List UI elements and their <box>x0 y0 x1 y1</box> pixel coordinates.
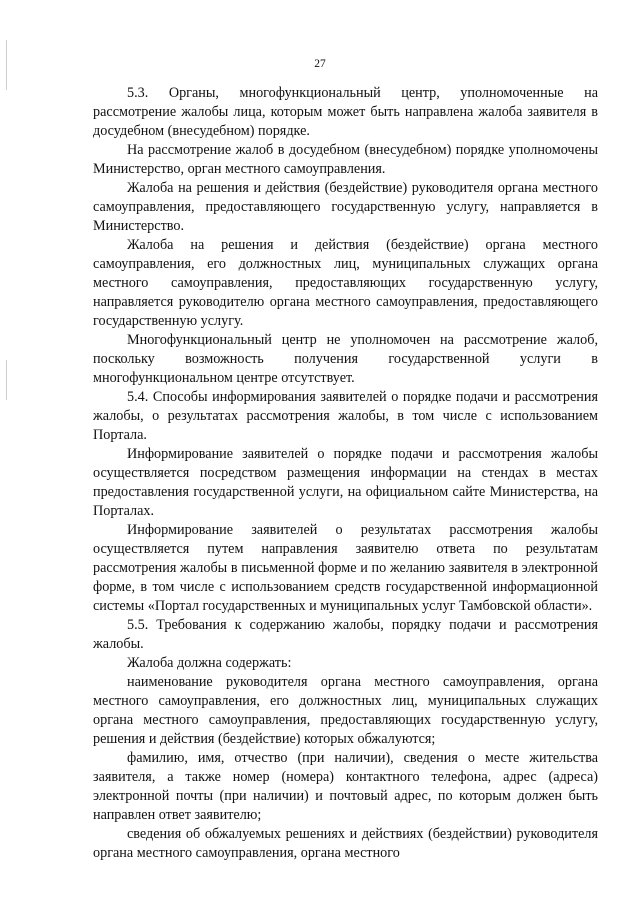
paragraph: Жалоба на решения и действия (бездействие) руководителя органа местного самоуправления, предоставляющего государственную услугу, направляется в Министерство. <box>93 180 598 234</box>
paragraph: Многофункциональный центр не уполномочен на рассмотрение жалоб, поскольку возможность получения государственной услуги в многофункциональном центре отсутствует. <box>93 332 598 386</box>
paragraph: Информирование заявителей о порядке подачи и рассмотрения жалобы осуществляется посредством размещения информации на стендах в местах предоставления государственной услуги, на официальном сайте Министерства, на Порталах. <box>93 446 598 519</box>
paragraph: Жалоба на решения и действия (бездействие) органа местного самоуправления, его должностных лиц, муниципальных служащих органа местного самоуправления, предоставляющих государственную услугу, направляется руководителю органа местного самоуправления, предоставляющего государственную услугу. <box>93 237 598 329</box>
paragraph: 5.5. Требования к содержанию жалобы, порядку подачи и рассмотрения жалобы. <box>93 617 598 652</box>
scan-margin-line <box>6 360 7 400</box>
paragraph: фамилию, имя, отчество (при наличии), сведения о месте жительства заявителя, а также номер (номера) контактного телефона, адрес (адреса) электронной почты (при наличии) и почтовый адрес, по которым должен быть направлен ответ заявителю; <box>93 750 598 823</box>
paragraph: 5.4. Способы информирования заявителей о порядке подачи и рассмотрения жалобы, о результатах рассмотрения жалобы, в том числе с использованием Портала. <box>93 389 598 443</box>
document-body <box>93 84 598 863</box>
paragraph: На рассмотрение жалоб в досудебном (внесудебном) порядке уполномочены Министерство, орган местного самоуправления. <box>93 142 598 177</box>
page-number: 27 <box>314 58 326 70</box>
paragraph: сведения об обжалуемых решениях и действиях (бездействии) руководителя органа местного самоуправления, органа местного <box>93 826 598 861</box>
paragraph: 5.3. Органы, многофункциональный центр, уполномоченные на рассмотрение жалобы лица, которым может быть направлена жалоба заявителя в досудебном (внесудебном) порядке. <box>93 85 598 139</box>
paragraph: Информирование заявителей о результатах рассмотрения жалобы осуществляется путем направления заявителю ответа по результатам рассмотрения жалобы в письменной форме и по желанию заявителя в электронной форме, в том числе с использованием средств государственной информационной системы «Портал государственных и муниципальных услуг Тамбовской области». <box>93 522 598 614</box>
paragraph: наименование руководителя органа местного самоуправления, органа местного самоуправления, его должностных лиц, муниципальных служащих органа местного самоуправления, предоставляющих государственную услугу, решения и действия (бездействие) которых обжалуются; <box>93 674 598 747</box>
paragraph: Жалоба должна содержать: <box>127 655 292 671</box>
